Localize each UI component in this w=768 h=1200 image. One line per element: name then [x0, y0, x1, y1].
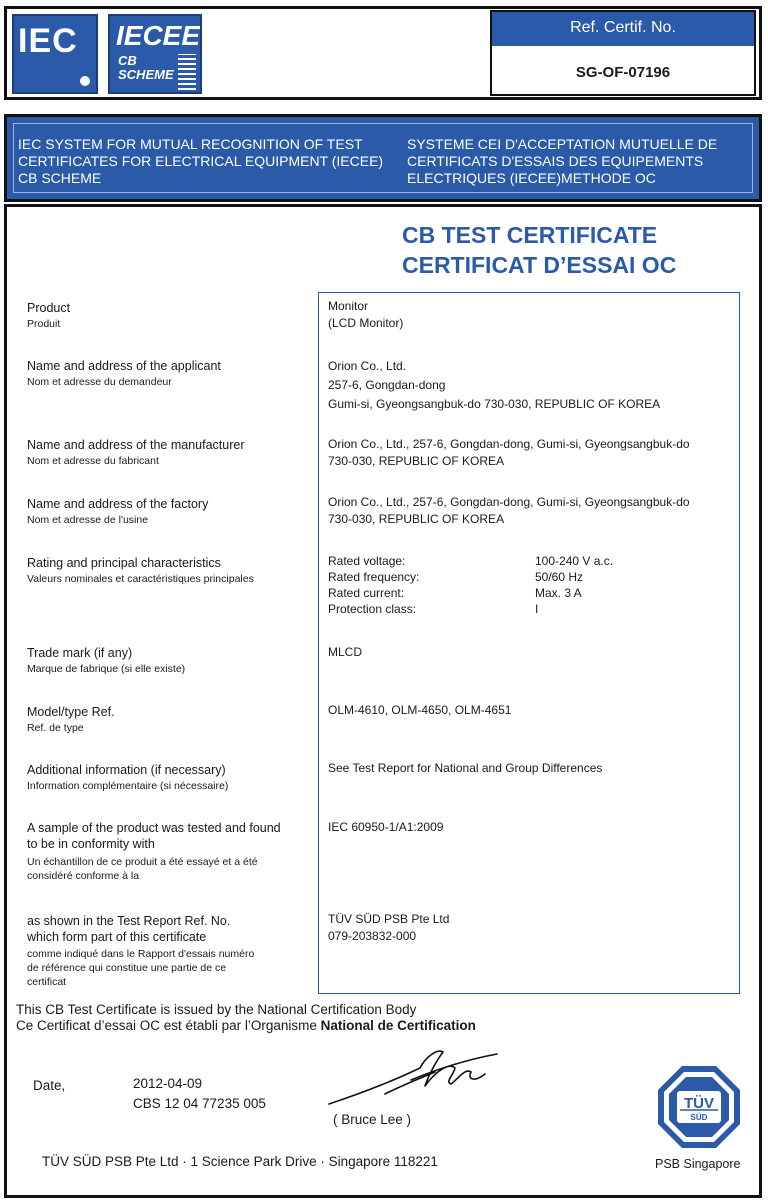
report-label-en: [27, 913, 307, 945]
cbs-number: CBS 12 04 77235 005: [133, 1096, 266, 1111]
product-value-line: (LCD Monitor): [328, 316, 404, 330]
trademark-label-fr: Marque de fabrique (si elle existe): [27, 663, 186, 675]
manufacturer-value-line: Orion Co., Ltd., 257-6, Gongdan-dong, Gumi-si, Gyeongsangbuk-do: [328, 437, 690, 451]
rating-label-fr: Valeurs nominales et caractéristiques principales: [27, 573, 254, 585]
protection-class-label: Protection class:: [328, 602, 417, 616]
issued-fr-bold: National de Certification: [320, 1018, 476, 1033]
factory-label-en: Name and address of the factory: [27, 497, 209, 511]
issued-statement-en: This CB Test Certificate is issued by the National Certification Body: [16, 1002, 417, 1017]
tuv-sud-logo: [656, 1064, 742, 1150]
banner-fr-line: SYSTEME CEI D'ACCEPTATION MUTUELLE DE: [407, 136, 718, 152]
signatory-name: ( Bruce Lee ): [333, 1112, 412, 1127]
tuv-logo-top: TÜV: [684, 1095, 714, 1112]
issued-statement-fr: [16, 1018, 476, 1034]
report-label-en-line: which form part of this certificate: [27, 930, 207, 944]
report-label-fr-line: certificat: [27, 976, 67, 988]
report-label-fr: [27, 947, 307, 989]
rating-keys: [328, 553, 419, 617]
report-label-en-line: as shown in the Test Report Ref. No.: [27, 914, 231, 928]
rated-current-value: Max. 3 A: [535, 586, 582, 600]
applicant-value-line: Gumi-si, Gyeongsangbuk-do 730-030, REPUBLIC OF KOREA: [328, 397, 661, 411]
additional-value: See Test Report for National and Group Differences: [328, 761, 603, 775]
iecee-logo-sub1: CB: [118, 53, 137, 68]
iecee-logo-sub2: SCHEME: [118, 67, 174, 82]
tuv-logo-caption: PSB Singapore: [655, 1157, 741, 1171]
date-label: Date,: [33, 1078, 66, 1093]
applicant-label-fr: Nom et adresse du demandeur: [27, 376, 172, 388]
manufacturer-label-en: Name and address of the manufacturer: [27, 438, 245, 452]
iecee-cb-scheme-logo: [108, 14, 202, 94]
sample-label-en: [27, 820, 307, 852]
sample-label-en-line: A sample of the product was tested and found: [27, 821, 281, 835]
rated-voltage-label: Rated voltage:: [328, 554, 406, 568]
factory-value-line: 730-030, REPUBLIC OF KOREA: [328, 512, 505, 526]
footer-address: TÜV SÜD PSB Pte Ltd · 1 Science Park Drive · Singapore 118221: [42, 1154, 438, 1169]
factory-value-line: Orion Co., Ltd., 257-6, Gongdan-dong, Gumi-si, Gyeongsangbuk-do: [328, 495, 690, 509]
iecee-logo-main: IECEE: [116, 20, 201, 51]
applicant-value: [328, 357, 733, 414]
registered-dot-icon: [80, 76, 90, 86]
rated-frequency-value: 50/60 Hz: [535, 570, 584, 584]
manufacturer-value: [328, 436, 733, 470]
report-label-fr-line: de référence qui constitue une partie de ce: [27, 962, 227, 974]
model-label-en: Model/type Ref.: [27, 705, 115, 719]
report-value: [328, 911, 733, 945]
product-label-en: Product: [27, 301, 71, 315]
rating-values: [535, 553, 613, 617]
product-value: [328, 298, 733, 332]
stripes-icon: [178, 54, 196, 90]
signature-image: [325, 1038, 525, 1110]
report-issuer: TÜV SÜD PSB Pte Ltd: [328, 912, 450, 926]
rated-current-label: Rated current:: [328, 586, 405, 600]
rated-frequency-label: Rated frequency:: [328, 570, 420, 584]
sample-label-fr-line: Un échantillon de ce produit a été essayé et a été: [27, 856, 258, 868]
banner-en-line: CERTIFICATES FOR ELECTRICAL EQUIPMENT (IECEE): [18, 153, 384, 169]
iec-logo: [12, 14, 98, 94]
applicant-label-en: Name and address of the applicant: [27, 359, 221, 373]
issue-date: 2012-04-09: [133, 1076, 203, 1091]
report-number: 079-203832-000: [328, 929, 417, 943]
sample-label-fr: [27, 855, 307, 883]
product-label-fr: Produit: [27, 318, 61, 330]
manufacturer-label-fr: Nom et adresse du fabricant: [27, 455, 159, 467]
issued-fr-prefix: Ce Certificat d’essai OC est établi par l’Organisme: [16, 1018, 321, 1033]
applicant-value-line: 257-6, Gongdan-dong: [328, 378, 446, 392]
trademark-value: MLCD: [328, 645, 363, 659]
banner-fr-line: CERTIFICATS D'ESSAIS DES EQUIPEMENTS: [407, 153, 704, 169]
ref-certificate-label: Ref. Certif. No.: [492, 12, 754, 46]
ref-certificate-box: [490, 10, 756, 96]
factory-label-fr: Nom et adresse de l'usine: [27, 514, 149, 526]
product-value-line: Monitor: [328, 299, 369, 313]
iecee-logo-sub: [118, 54, 174, 82]
manufacturer-value-line: 730-030, REPUBLIC OF KOREA: [328, 454, 505, 468]
protection-class-value: I: [535, 602, 539, 616]
model-value: OLM-4610, OLM-4650, OLM-4651: [328, 703, 512, 717]
model-label-fr: Ref. de type: [27, 722, 84, 734]
rated-voltage-value: 100-240 V a.c.: [535, 554, 614, 568]
tuv-logo-bottom: SÜD: [690, 1113, 708, 1122]
report-label-fr-line: comme indiqué dans le Rapport d'essais numéro: [27, 948, 255, 960]
iec-logo-text: IEC: [18, 22, 78, 60]
additional-label-fr: Information complémentaire (si nécessaire): [27, 780, 229, 792]
banner-en-line: CB SCHEME: [18, 170, 102, 186]
banner-french: [407, 136, 747, 187]
banner-english: [18, 136, 398, 187]
rating-label-en: Rating and principal characteristics: [27, 556, 221, 570]
standard-value: IEC 60950-1/A1:2009: [328, 820, 444, 834]
sample-label-fr-line: considéré conforme à la: [27, 870, 140, 882]
trademark-label-en: Trade mark (if any): [27, 646, 133, 660]
date-values: [133, 1074, 266, 1114]
ref-certificate-number: SG-OF-07196: [575, 64, 671, 81]
certificate-title-fr: CERTIFICAT D’ESSAI OC: [402, 252, 677, 278]
banner-en-line: IEC SYSTEM FOR MUTUAL RECOGNITION OF TEST: [18, 136, 363, 152]
sample-label-en-line: to be in conformity with: [27, 837, 155, 851]
applicant-value-line: Orion Co., Ltd.: [328, 359, 407, 373]
additional-label-en: Additional information (if necessary): [27, 763, 226, 777]
banner-fr-line: ELECTRIQUES (IECEE)METHODE OC: [407, 170, 656, 186]
certificate-title-en: CB TEST CERTIFICATE: [402, 222, 658, 248]
factory-value: [328, 494, 733, 528]
